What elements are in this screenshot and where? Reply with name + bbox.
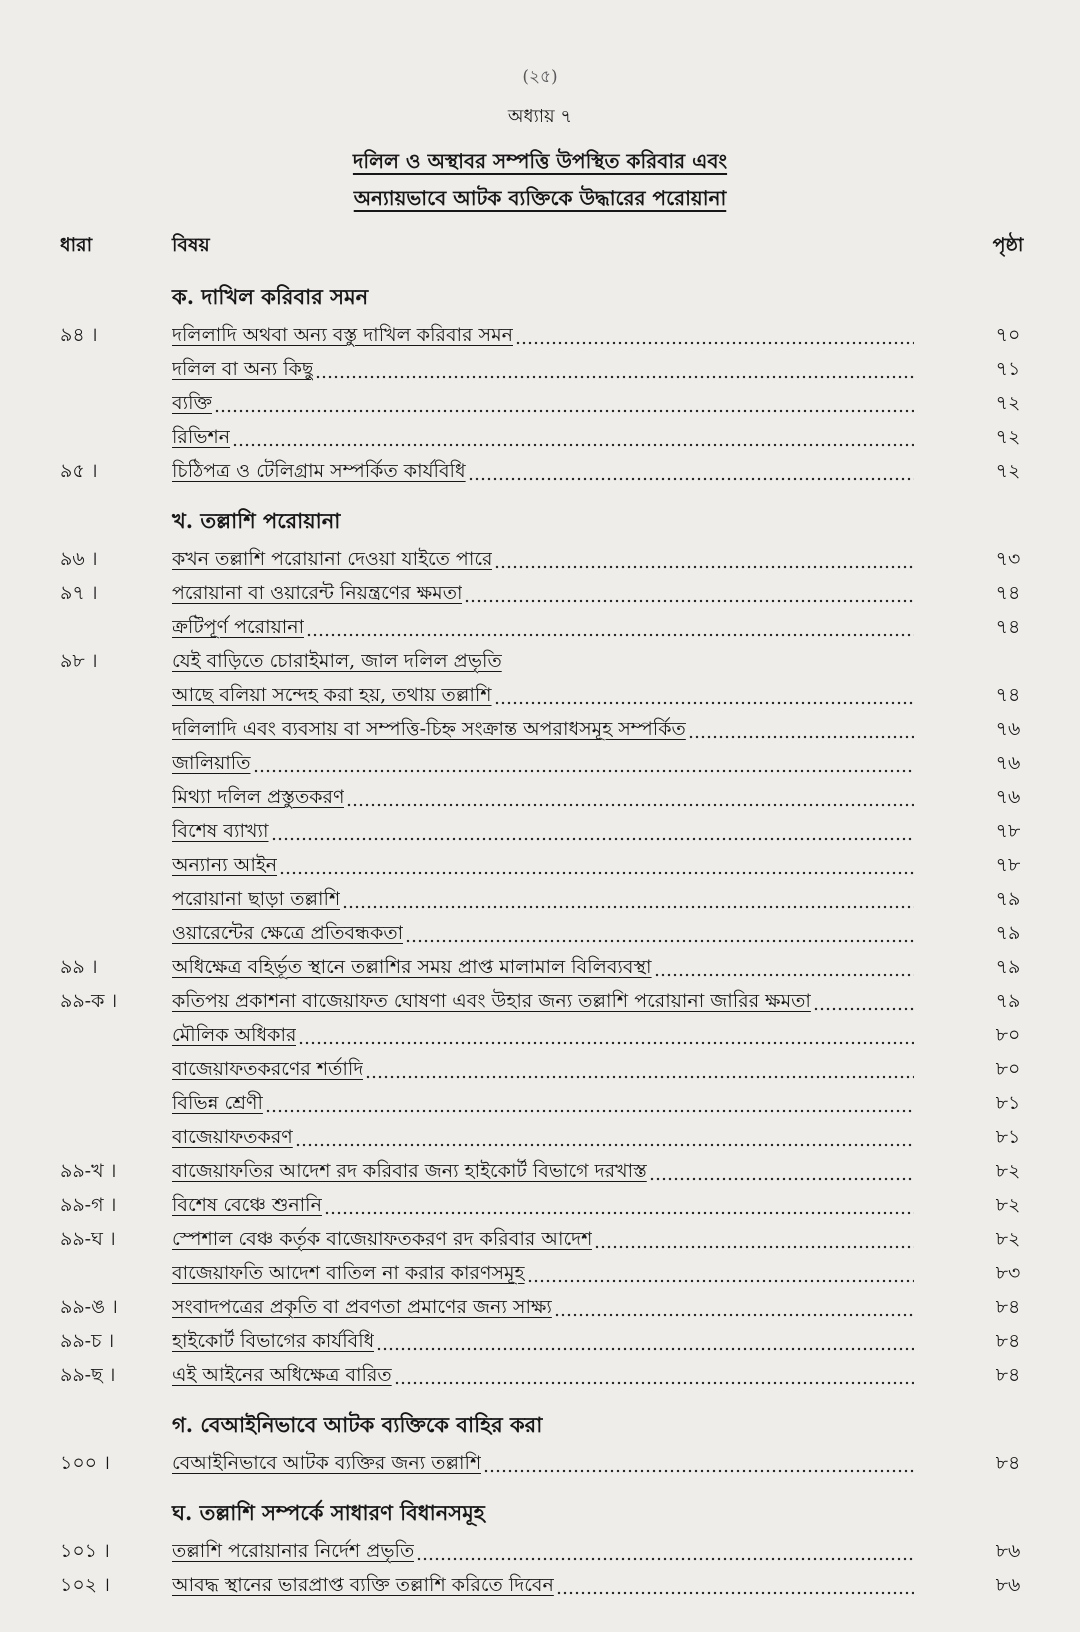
dot-leader bbox=[214, 386, 914, 420]
toc-page-number: ৭৬ bbox=[995, 786, 1021, 808]
toc-entry-subject: কখন তল্লাশি পরোয়ানা দেওয়া যাইতে পারে bbox=[172, 548, 493, 570]
toc-entry-subject: বাজেয়াফতি আদেশ বাতিল না করার কারণসমূহ bbox=[172, 1262, 525, 1284]
toc-section-number: ৯৯-ছ । bbox=[60, 1364, 116, 1386]
toc-row bbox=[0, 352, 1080, 386]
toc-section-number: ৯৯-চ । bbox=[60, 1330, 115, 1352]
toc-page-number: ৭৪ bbox=[995, 684, 1021, 706]
chapter-title-line-2 bbox=[0, 184, 1080, 212]
dot-leader bbox=[365, 1052, 914, 1086]
toc-page-number: ৮০ bbox=[995, 1024, 1021, 1046]
toc-section-number: ১০২ । bbox=[60, 1574, 110, 1596]
toc-row bbox=[0, 916, 1080, 950]
toc-entry bbox=[172, 610, 914, 644]
toc-entry bbox=[172, 352, 914, 386]
toc-section-number: ৯৬ । bbox=[60, 548, 98, 570]
toc-entry-subject: জালিয়াতি bbox=[172, 752, 251, 774]
toc-row bbox=[0, 1188, 1080, 1222]
dot-leader bbox=[556, 1568, 914, 1602]
dot-leader bbox=[315, 352, 914, 386]
toc-page-number: ৮১ bbox=[995, 1092, 1021, 1114]
toc-section-number: ৯৪ । bbox=[60, 324, 98, 346]
toc-entry bbox=[172, 1290, 914, 1324]
toc-page-number: ৭২ bbox=[995, 392, 1021, 414]
toc-row bbox=[0, 1052, 1080, 1086]
toc-entry bbox=[172, 882, 914, 916]
toc-entry bbox=[172, 1446, 914, 1480]
toc-row bbox=[0, 610, 1080, 644]
toc-entry bbox=[172, 1534, 914, 1568]
toc-entry-subject: অধিক্ষেত্র বহির্ভূত স্থানে তল্লাশির সময় প্রাপ্ত মালামাল বিলিব্যবস্থা bbox=[172, 956, 652, 978]
toc-entry bbox=[172, 1188, 914, 1222]
toc-entry-subject: দলিলাদি এবং ব্যবসায় বা সম্পত্তি-চিহ্ন সংক্রান্ত অপরাধসমূহ সম্পর্কিত bbox=[172, 718, 686, 740]
toc-entry-subject: বিভিন্ন শ্রেণী bbox=[172, 1092, 263, 1114]
toc-entry bbox=[172, 386, 914, 420]
toc-entry-subject: পরোয়ানা ছাড়া তল্লাশি bbox=[172, 888, 341, 910]
toc-section-number: ৯৯-খ । bbox=[60, 1160, 117, 1182]
toc-row bbox=[0, 576, 1080, 610]
toc-page-number: ৭৯ bbox=[995, 990, 1021, 1012]
toc-entry bbox=[172, 644, 914, 678]
dot-leader bbox=[342, 882, 914, 916]
toc-section-number: ১০১ । bbox=[60, 1540, 110, 1562]
dot-leader bbox=[232, 420, 914, 454]
column-header-subject: বিষয় bbox=[172, 234, 210, 256]
toc-entry-subject: চিঠিপত্র ও টেলিগ্রাম সম্পর্কিত কার্যবিধি bbox=[172, 460, 466, 482]
toc-row bbox=[0, 780, 1080, 814]
toc-page-number: ৮২ bbox=[995, 1194, 1021, 1216]
table-of-contents bbox=[0, 264, 1080, 1602]
dot-leader bbox=[515, 318, 914, 352]
toc-row bbox=[0, 1534, 1080, 1568]
toc-page-number: ৮২ bbox=[995, 1160, 1021, 1182]
toc-section-number: ৯৯-গ । bbox=[60, 1194, 117, 1216]
toc-entry-subject: মৌলিক অধিকার bbox=[172, 1024, 297, 1046]
toc-row bbox=[0, 386, 1080, 420]
toc-page-number: ৭৪ bbox=[995, 616, 1021, 638]
column-header-page: পৃষ্ঠা bbox=[992, 234, 1024, 256]
toc-entry-subject: দলিল বা অন্য কিছু bbox=[172, 358, 314, 380]
toc-page-number: ৭৮ bbox=[995, 854, 1021, 876]
toc-page-number: ৮৪ bbox=[995, 1296, 1021, 1318]
toc-page-number: ৭৯ bbox=[995, 888, 1021, 910]
toc-entry-subject: মিথ্যা দলিল প্রস্তুতকরণ bbox=[172, 786, 345, 808]
toc-entry bbox=[172, 1052, 914, 1086]
toc-entry bbox=[172, 1324, 914, 1358]
toc-page-number: ৮২ bbox=[995, 1228, 1021, 1250]
dot-leader bbox=[813, 984, 914, 1018]
dot-leader bbox=[494, 678, 914, 712]
toc-entry bbox=[172, 814, 914, 848]
toc-page-number: ৭৯ bbox=[995, 922, 1021, 944]
toc-row bbox=[0, 644, 1080, 678]
toc-entry bbox=[172, 454, 914, 488]
toc-section-number: ৯৯-ঘ । bbox=[60, 1228, 116, 1250]
toc-entry-subject: এই আইনের অধিক্ষেত্র বারিত bbox=[172, 1364, 392, 1386]
toc-entry-subject: তল্লাশি পরোয়ানার নির্দেশ প্রভৃতি bbox=[172, 1540, 415, 1562]
toc-page-number: ৮৩ bbox=[995, 1262, 1021, 1284]
toc-row bbox=[0, 1358, 1080, 1392]
chapter-title-text: অন্যায়ভাবে আটক ব্যক্তিকে উদ্ধারের পরোয়ানা bbox=[353, 186, 727, 210]
toc-entry-subject: বাজেয়াফতকরণের শর্তাদি bbox=[172, 1058, 364, 1080]
toc-entry-subject: আবদ্ধ স্থানের ভারপ্রাপ্ত ব্যক্তি তল্লাশি করিতে দিবেন bbox=[172, 1574, 554, 1596]
toc-entry-subject: হাইকোর্ট বিভাগের কার্যবিধি bbox=[172, 1330, 375, 1352]
chapter-label: অধ্যায় ৭ bbox=[507, 106, 573, 127]
section-heading: ক. দাখিল করিবার সমন bbox=[172, 284, 369, 309]
column-header-section: ধারা bbox=[60, 234, 93, 256]
toc-page-number: ৮৬ bbox=[995, 1540, 1021, 1562]
chapter-title-line-1 bbox=[0, 147, 1080, 175]
dot-leader bbox=[654, 950, 914, 984]
toc-row bbox=[0, 1446, 1080, 1480]
toc-entry bbox=[172, 1120, 914, 1154]
toc-row bbox=[0, 1290, 1080, 1324]
toc-page-number: ৭২ bbox=[995, 460, 1021, 482]
dot-leader bbox=[464, 576, 914, 610]
toc-page-number: ৭৪ bbox=[995, 582, 1021, 604]
dot-leader bbox=[468, 454, 914, 488]
toc-row bbox=[0, 1120, 1080, 1154]
toc-entry-subject: পরোয়ানা বা ওয়ারেন্ট নিয়ন্ত্রণের ক্ষমতা bbox=[172, 582, 463, 604]
dot-leader bbox=[271, 814, 915, 848]
toc-row bbox=[0, 1086, 1080, 1120]
toc-row bbox=[0, 678, 1080, 712]
dot-leader bbox=[394, 1358, 914, 1392]
toc-entry bbox=[172, 950, 914, 984]
dot-leader bbox=[295, 1120, 914, 1154]
toc-section-number: ১০০ । bbox=[60, 1452, 110, 1474]
dot-leader bbox=[265, 1086, 914, 1120]
dot-leader bbox=[494, 542, 914, 576]
toc-entry bbox=[172, 678, 914, 712]
toc-section-number: ৯৫ । bbox=[60, 460, 98, 482]
toc-row bbox=[0, 984, 1080, 1018]
toc-entry bbox=[172, 1086, 914, 1120]
toc-entry-subject: স্পেশাল বেঞ্চ কর্তৃক বাজেয়াফতকরণ রদ করিবার আদেশ bbox=[172, 1228, 593, 1250]
toc-entry bbox=[172, 420, 914, 454]
dot-leader bbox=[298, 1018, 914, 1052]
toc-entry-subject: বেআইনিভাবে আটক ব্যক্তির জন্য তল্লাশি bbox=[172, 1452, 482, 1474]
toc-entry bbox=[172, 746, 914, 780]
toc-page-number: ৮০ bbox=[995, 1058, 1021, 1080]
toc-page-number: ৭৮ bbox=[995, 820, 1021, 842]
toc-page-number: ৭৩ bbox=[995, 548, 1021, 570]
toc-section-number: ৯৯-ঙ । bbox=[60, 1296, 118, 1318]
toc-entry-subject: আছে বলিয়া সন্দেহ করা হয়, তথায় তল্লাশি bbox=[172, 684, 492, 706]
section-heading: ঘ. তল্লাশি সম্পর্কে সাধারণ বিধানসমূহ bbox=[172, 1500, 485, 1525]
section-heading: খ. তল্লাশি পরোয়ানা bbox=[172, 508, 341, 533]
toc-row bbox=[0, 712, 1080, 746]
toc-row bbox=[0, 1222, 1080, 1256]
toc-page-number: ৭১ bbox=[995, 358, 1021, 380]
toc-page-number: ৮১ bbox=[995, 1126, 1021, 1148]
toc-section-number: ৯৯ । bbox=[60, 956, 98, 978]
dot-leader bbox=[527, 1256, 914, 1290]
dot-leader bbox=[306, 610, 914, 644]
toc-section-number: ৯৯-ক । bbox=[60, 990, 118, 1012]
toc-page-number: ৮৬ bbox=[995, 1574, 1021, 1596]
toc-section-number: ৯৭ । bbox=[60, 582, 98, 604]
toc-entry bbox=[172, 916, 914, 950]
toc-row bbox=[0, 1154, 1080, 1188]
toc-entry-subject: ব্যক্তি bbox=[172, 392, 212, 414]
toc-entry bbox=[172, 1018, 914, 1052]
toc-header-row bbox=[0, 226, 1080, 264]
toc-entry bbox=[172, 848, 914, 882]
chapter-title-text: দলিল ও অস্থাবর সম্পত্তি উপস্থিত করিবার এবং bbox=[352, 149, 728, 173]
dot-leader bbox=[649, 1154, 914, 1188]
dot-leader bbox=[279, 848, 914, 882]
toc-page-number: ৮৪ bbox=[995, 1330, 1021, 1352]
toc-entry bbox=[172, 542, 914, 576]
toc-row bbox=[0, 454, 1080, 488]
toc-entry bbox=[172, 576, 914, 610]
toc-entry bbox=[172, 712, 914, 746]
toc-page-number: ৭২ bbox=[995, 426, 1021, 448]
toc-page-number: ৭৬ bbox=[995, 718, 1021, 740]
toc-row bbox=[0, 848, 1080, 882]
dot-leader bbox=[253, 746, 915, 780]
dot-leader bbox=[346, 780, 914, 814]
dot-leader bbox=[554, 1290, 914, 1324]
toc-page-number: ৮৪ bbox=[995, 1452, 1021, 1474]
toc-entry-subject: দলিলাদি অথবা অন্য বস্তু দাখিল করিবার সমন bbox=[172, 324, 514, 346]
toc-entry bbox=[172, 1358, 914, 1392]
toc-entry bbox=[172, 780, 914, 814]
dot-leader bbox=[405, 916, 914, 950]
toc-row bbox=[0, 1018, 1080, 1052]
toc-row bbox=[0, 1256, 1080, 1290]
toc-entry-subject: ক্রটিপূর্ণ পরোয়ানা bbox=[172, 616, 305, 638]
dot-leader bbox=[688, 712, 914, 746]
dot-leader bbox=[376, 1324, 914, 1358]
toc-page-number: ৮৪ bbox=[995, 1364, 1021, 1386]
toc-entry bbox=[172, 984, 914, 1018]
toc-row bbox=[0, 542, 1080, 576]
toc-entry-subject: বাজেয়াফতকরণ bbox=[172, 1126, 293, 1148]
toc-entry-subject: বিশেষ ব্যাখ্যা bbox=[172, 820, 269, 842]
toc-entry-subject: রিভিশন bbox=[172, 426, 231, 448]
section-heading: গ. বেআইনিভাবে আটক ব্যক্তিকে বাহির করা bbox=[172, 1412, 543, 1437]
dot-leader bbox=[483, 1446, 914, 1480]
toc-row bbox=[0, 882, 1080, 916]
toc-entry-subject: সংবাদপত্রের প্রকৃতি বা প্রবণতা প্রমাণের জন্য সাক্ষ্য bbox=[172, 1296, 552, 1318]
toc-row bbox=[0, 1324, 1080, 1358]
toc-row bbox=[0, 814, 1080, 848]
toc-page-number: ৭৬ bbox=[995, 752, 1021, 774]
dot-leader bbox=[594, 1222, 914, 1256]
page-number: (২৫) bbox=[522, 67, 558, 87]
toc-entry-subject: ওয়ারেন্টের ক্ষেত্রে প্রতিবন্ধকতা bbox=[172, 922, 404, 944]
toc-entry-subject: অন্যান্য আইন bbox=[172, 854, 278, 876]
toc-entry bbox=[172, 1568, 914, 1602]
toc-entry-subject: কতিপয় প্রকাশনা বাজেয়াফত ঘোষণা এবং উহার জন্য তল্লাশি পরোয়ানা জারির ক্ষমতা bbox=[172, 990, 811, 1012]
toc-entry bbox=[172, 1222, 914, 1256]
toc-row bbox=[0, 420, 1080, 454]
toc-row bbox=[0, 1568, 1080, 1602]
toc-entry bbox=[172, 1154, 914, 1188]
dot-leader bbox=[324, 1188, 914, 1222]
toc-entry-subject: যেই বাড়িতে চোরাইমাল, জাল দলিল প্রভৃতি bbox=[172, 650, 502, 672]
toc-entry bbox=[172, 318, 914, 352]
toc-entry-subject: বিশেষ বেঞ্চে শুনানি bbox=[172, 1194, 322, 1216]
toc-entry-subject: বাজেয়াফতির আদেশ রদ করিবার জন্য হাইকোর্ট বিভাগে দরখাস্ত bbox=[172, 1160, 647, 1182]
toc-row bbox=[0, 746, 1080, 780]
toc-page-number: ৭৯ bbox=[995, 956, 1021, 978]
toc-row bbox=[0, 318, 1080, 352]
toc-entry bbox=[172, 1256, 914, 1290]
toc-page-number: ৭০ bbox=[995, 324, 1021, 346]
toc-row bbox=[0, 950, 1080, 984]
toc-section-number: ৯৮ । bbox=[60, 650, 98, 672]
dot-leader bbox=[416, 1534, 914, 1568]
